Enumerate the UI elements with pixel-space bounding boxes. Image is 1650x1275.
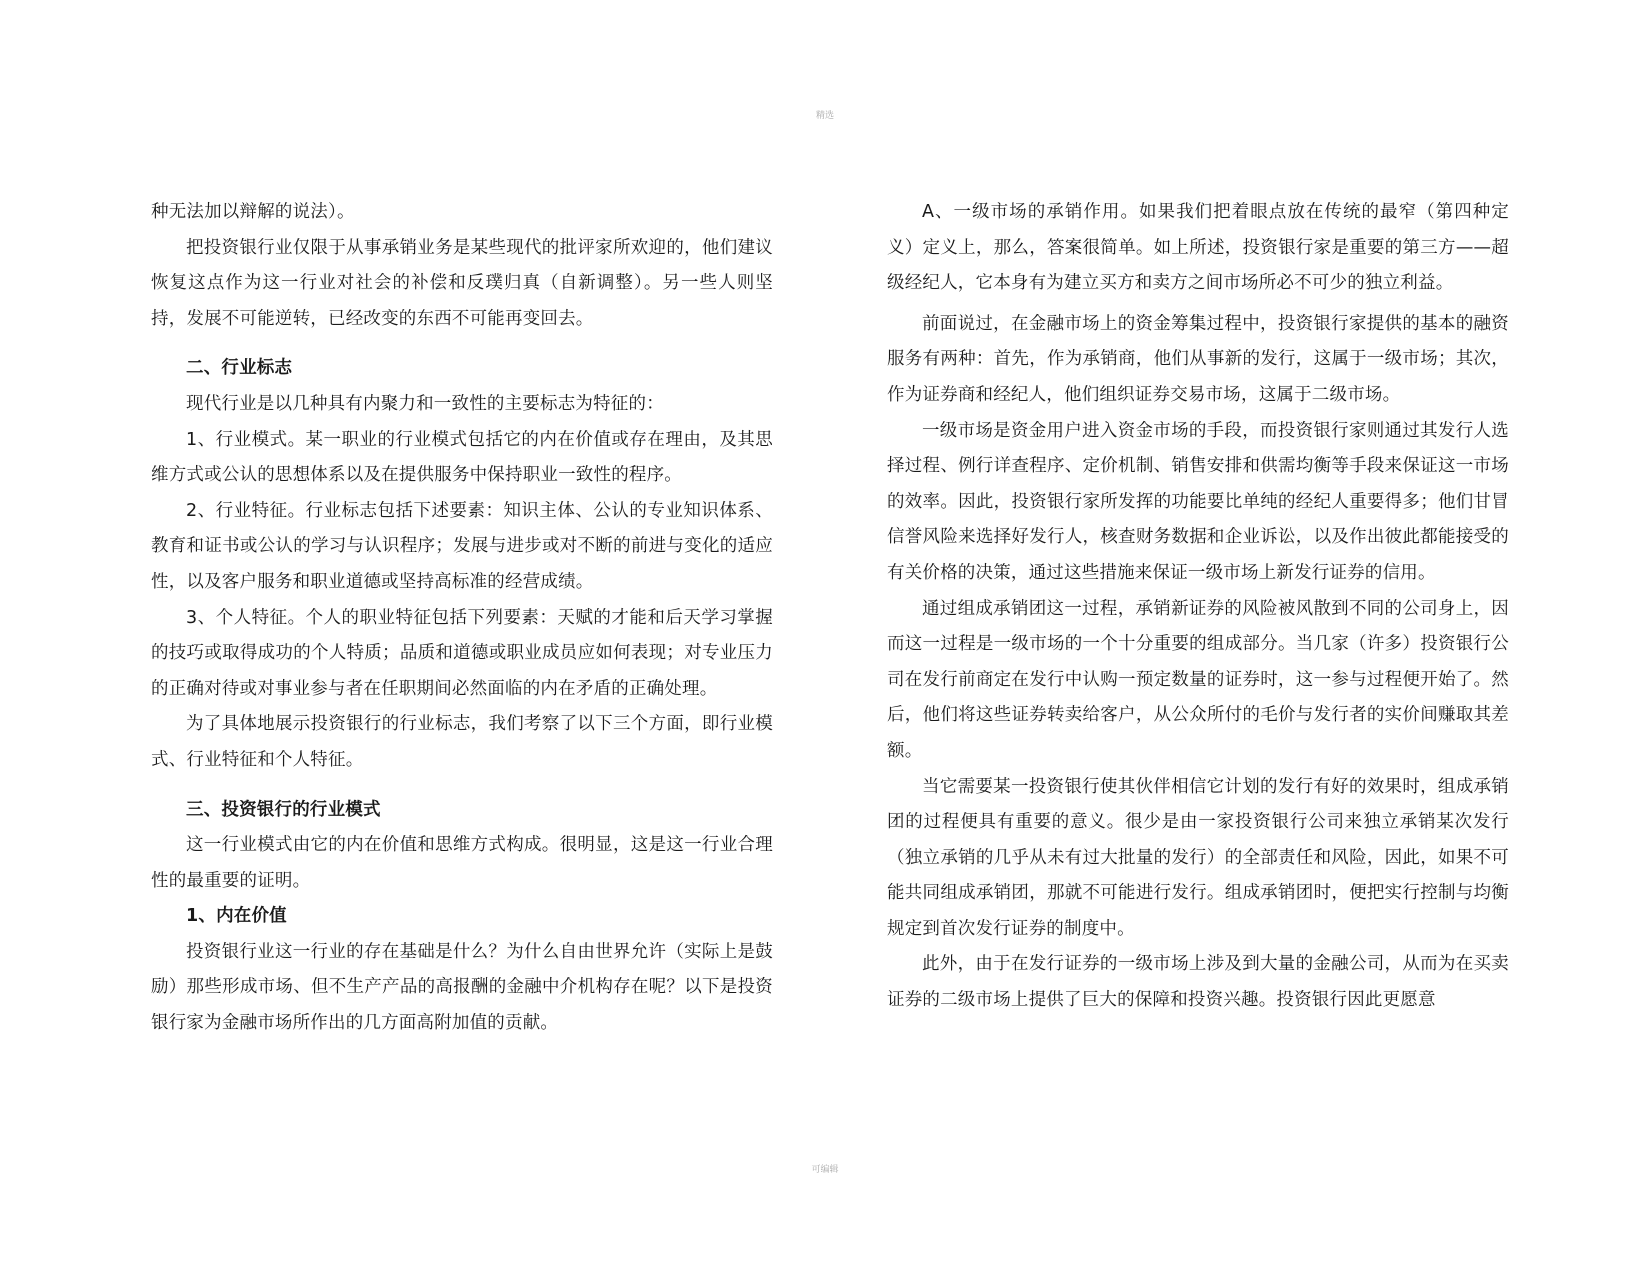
paragraph-primary-market: 一级市场是资金用户进入资金市场的手段，而投资银行家则通过其发行人选择过程、例行详查程序、定价机制、销售安排和供需均衡等手段来保证这一市场的效率。因此，投资银行家所发挥的功能要比单纯的经纪人重要得多；他们甘冒信誉风险来选择好发行人，核查财务数据和企业诉讼，以及作出彼此都能接受的有关价格的决策，通过这些措施来保证一级市场上新发行证券的信用。 [887, 420, 1509, 583]
section-heading-industry-marks: 二、行业标志 [186, 358, 293, 379]
paragraph-syndicate: 通过组成承销团这一过程，承销新证券的风险被风散到不同的公司身上，因而这一过程是一级市场的一个十分重要的组成部分。当几家（许多）投资银行公司在发行前商定在发行中认购一预定数量的证券时，这一参与过程便开始了。然后，他们将这些证券转卖给客户，从公众所付的毛价与发行者的实价间赚取其差额。 [887, 598, 1509, 761]
paragraph-three-aspects: 为了具体地展示投资银行的行业标志，我们考察了以下三个方面，即行业模式、行业特征和个人特征。 [151, 714, 773, 770]
subheading-intrinsic-value: 1、内在价值 [186, 906, 287, 927]
section-heading-ib-model: 三、投资银行的行业模式 [186, 799, 381, 820]
left-column [151, 195, 773, 1042]
paragraph-secondary-market: 此外，由于在发行证券的一级市场上涉及到大量的金融公司，从而为在买卖证券的二级市场上提供了巨大的保障和投资兴趣。投资银行因此更愿意 [887, 954, 1509, 1011]
paragraph-industry-model: 1、行业模式。某一职业的行业模式包括它的内在价值或存在理由，及其思维方式或公认的思想体系以及在提供服务中保持职业一致性的程序。 [151, 429, 773, 486]
paragraph-model-composition: 这一行业模式由它的内在价值和思维方式构成。很明显，这是这一行业合理性的最重要的证明。 [151, 835, 773, 891]
right-column [887, 195, 1509, 1019]
paragraph-primary-underwriting: A、一级市场的承销作用。如果我们把着眼点放在传统的最窄（第四种定义）定义上，那么，答案很简单。如上所述，投资银行家是重要的第三方——超级经纪人，它本身有为建立买方和卖方之间市场所必不可少的独立利益。 [887, 202, 1509, 294]
paragraph-syndicate-importance: 当它需要某一投资银行使其伙伴相信它计划的发行有好的效果时，组成承销团的过程便具有重要的意义。很少是由一家投资银行公司来独立承销某次发行（独立承销的几乎从未有过大批量的发行）的全部责任和风险，因此，如果不可能共同组成承销团，那就不可能进行发行。组成承销团时，便把实行控制与均衡规定到首次发行证券的制度中。 [887, 776, 1509, 939]
paragraph-existence-basis: 投资银行业这一行业的存在基础是什么？为什么自由世界允许（实际上是鼓励）那些形成市场、但不生产产品的高报酬的金融中介机构存在呢？以下是投资银行家为金融市场所作出的几方面高附加值的贡献。 [151, 941, 773, 1034]
paragraph-industry-features: 2、行业特征。行业标志包括下述要素：知识主体、公认的专业知识体系、教育和证书或公认的学习与认识程序；发展与进步或对不断的前进与变化的适应性，以及客户服务和职业道德或坚持高标准的经营成绩。 [151, 500, 773, 592]
paragraph-marks-intro: 现代行业是以几种具有内聚力和一致性的主要标志为特征的： [186, 393, 664, 414]
paragraph-personal-features: 3、个人特征。个人的职业特征包括下列要素：天赋的才能和后天学习掌握的技巧或取得成功的个人特质；品质和道德或职业成员应如何表现；对专业压力的正确对待或对事业参与者在任职期间必然面临的内在矛盾的正确处理。 [151, 607, 773, 699]
paragraph-continuation: 种无法加以辩解的说法）。 [151, 202, 355, 222]
paragraph-two-services: 前面说过，在金融市场上的资金筹集过程中，投资银行家提供的基本的融资服务有两种：首先，作为承销商，他们从事新的发行，这属于一级市场；其次，作为证券商和经纪人，他们组织证券交易市场，这属于二级市场。 [887, 313, 1509, 405]
header-watermark: 精选 [815, 111, 834, 121]
footer-watermark: 可编辑 [811, 1165, 839, 1175]
paragraph-underwriting-critics: 把投资银行业仅限于从事承销业务是某些现代的批评家所欢迎的，他们建议恢复这点作为这一行业对社会的补偿和反璞归真（自新调整）。另一些人则坚持，发展不可能逆转，已经改变的东西不可能再变回去。 [151, 237, 773, 329]
